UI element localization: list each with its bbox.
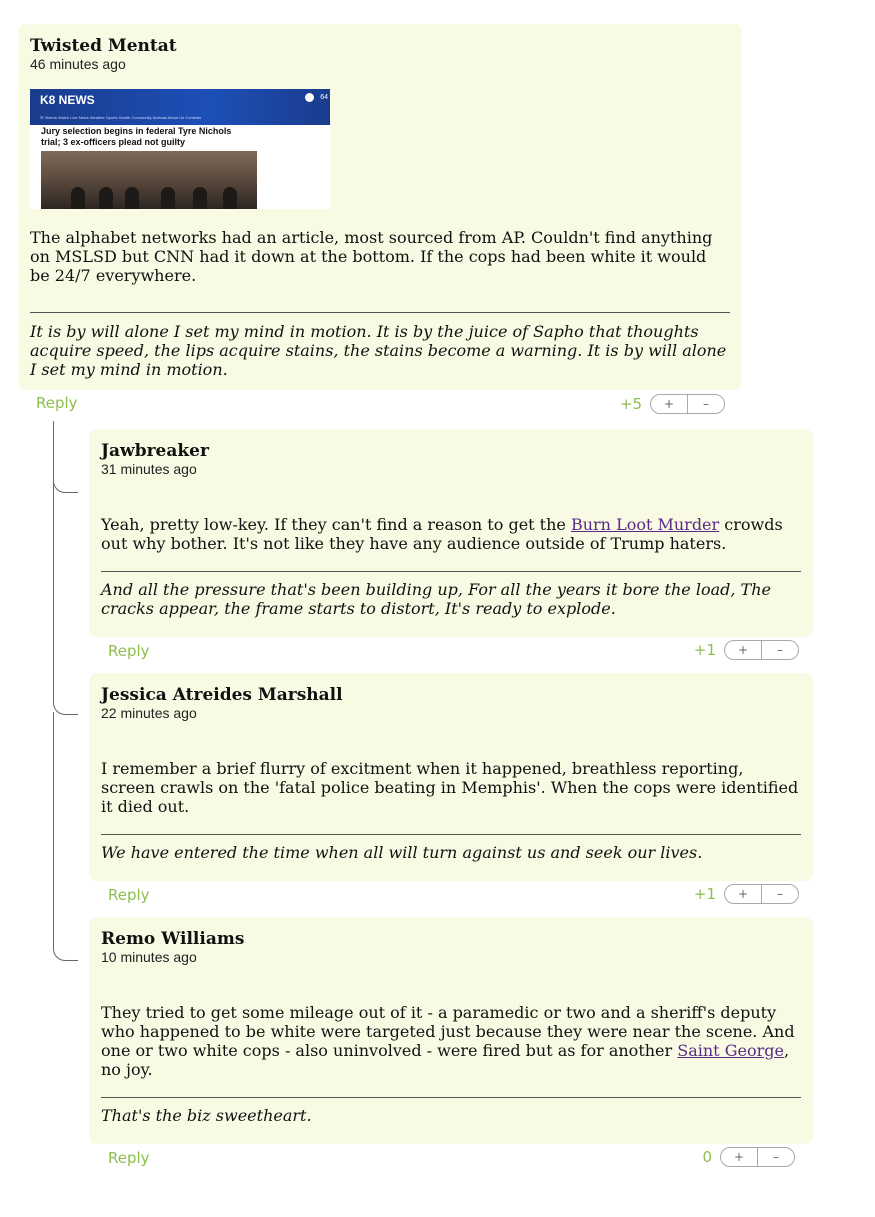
comment-signature: It is by will alone I set my mind in motion. It is by the juice of Sapho that thoughts acquire speed, the lips acquire stains, the stains become a warning. It is by will alone I set my mind in motion. — [30, 322, 727, 379]
comment-card — [89, 917, 813, 1144]
vote-score: 0 — [702, 1148, 712, 1166]
upvote-button[interactable]: + — [725, 885, 762, 903]
comment-signature: That's the biz sweetheart. — [101, 1106, 312, 1125]
comment-link[interactable]: Burn Loot Murder — [570, 515, 720, 534]
thread-branch — [53, 692, 78, 715]
moon-icon — [305, 93, 314, 102]
thread-branch — [53, 938, 78, 961]
upvote-button[interactable]: + — [725, 641, 762, 659]
vote-buttons — [650, 394, 725, 414]
reply-button[interactable]: Reply — [108, 642, 150, 660]
comment-card — [89, 673, 813, 881]
vote-buttons — [720, 1147, 795, 1167]
comment-link[interactable]: Saint George — [677, 1041, 784, 1060]
signature-divider — [101, 571, 801, 572]
vote-buttons — [724, 884, 799, 904]
vote-score: +1 — [693, 641, 716, 659]
vote-score: +5 — [619, 395, 642, 413]
comment-author[interactable]: Jessica Atreides Marshall — [101, 685, 343, 705]
comment-signature: And all the pressure that's been building up, For all the years it bore the load, The cracks appear, the frame starts to distort, It's ready to explode. — [101, 580, 771, 618]
comment-timestamp: 22 minutes ago — [101, 705, 197, 721]
upvote-button[interactable]: + — [651, 395, 688, 413]
comment-timestamp: 46 minutes ago — [30, 56, 126, 72]
comment-timestamp: 10 minutes ago — [101, 949, 197, 965]
courtroom-photo — [41, 151, 257, 209]
thread-branch — [53, 470, 78, 493]
thread-line — [53, 712, 54, 942]
news-logo: K8 NEWS — [40, 93, 95, 107]
reply-button[interactable]: Reply — [108, 886, 150, 904]
comment-body: I remember a brief flurry of excitment when it happened, breathless reporting, screen crawls on the 'fatal police beating in Memphis'. When the cops were identified it died out. — [101, 759, 799, 816]
thread-line — [53, 490, 54, 700]
news-nav: ☰ Videos Watch Live News Weather Sports Health Community Noticias About Us Contests — [40, 115, 202, 120]
comment-author[interactable]: Remo Williams — [101, 929, 245, 949]
vote-buttons — [724, 640, 799, 660]
comment-body: Yeah, pretty low-key. If they can't find a reason to get the Burn Loot Murder crowds out why bother. It's not like they have any audience outside of Trump haters. — [101, 515, 783, 553]
comment-signature: We have entered the time when all will turn against us and seek our lives. — [101, 843, 703, 862]
downvote-button[interactable]: – — [773, 1150, 779, 1164]
news-weather: 64 — [320, 94, 328, 101]
upvote-button[interactable]: + — [721, 1148, 758, 1166]
comment-body: They tried to get some mileage out of it - a paramedic or two and a sheriff's deputy who happened to be white were targeted just because they were near the scene. And one or two white cops - also uninvolved - were fired but as for another Saint George, no joy. — [101, 1003, 795, 1079]
vote-score: +1 — [693, 885, 716, 903]
comment-author[interactable]: Twisted Mentat — [30, 36, 177, 56]
comment-body: The alphabet networks had an article, most sourced from AP. Couldn't find anything on MSLSD but CNN had it down at the bottom. If the cops had been white it would be 24/7 everywhere. — [30, 228, 713, 285]
signature-divider — [101, 1097, 801, 1098]
comment-card — [89, 429, 813, 637]
signature-divider — [101, 834, 801, 835]
news-headline: Jury selection begins in federal Tyre Nichols trial; 3 ex-officers plead not guilty — [41, 126, 232, 147]
reply-button[interactable]: Reply — [36, 394, 78, 412]
downvote-button[interactable]: – — [777, 643, 783, 657]
news-screenshot-image — [30, 89, 330, 209]
comment-author[interactable]: Jawbreaker — [101, 441, 209, 461]
downvote-button[interactable]: – — [703, 397, 709, 411]
comment-timestamp: 31 minutes ago — [101, 461, 197, 477]
signature-divider — [30, 312, 730, 313]
downvote-button[interactable]: – — [777, 887, 783, 901]
reply-button[interactable]: Reply — [108, 1149, 150, 1167]
